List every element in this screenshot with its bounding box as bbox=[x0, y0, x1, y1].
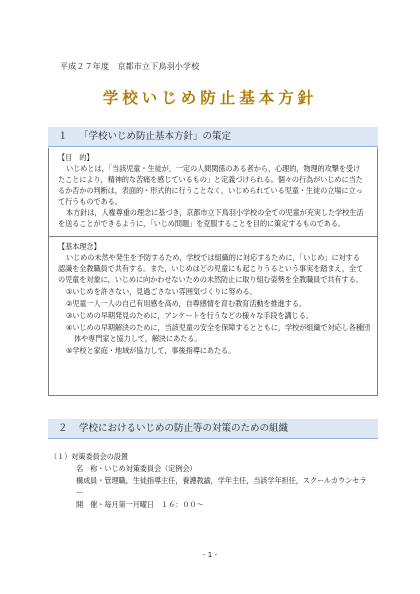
page-number: - 1 - bbox=[203, 551, 217, 559]
section-2-heading bbox=[48, 419, 378, 439]
school-header: 平成２７年度 京都市立下鳥羽小学校 bbox=[60, 62, 200, 71]
section-1-heading bbox=[48, 127, 378, 147]
principles-item: ⑤学校と家庭・地域が協力して，事後指導にあたる。 bbox=[66, 346, 236, 355]
purpose-label: 【目 的】 bbox=[58, 153, 94, 162]
committee-meeting: 開 催・毎月第一月曜日 １６：００～ bbox=[76, 500, 204, 509]
purpose-line: いじめとは，「当該児童・生徒が，一定の人間関係のある者から，心理的，物理的攻撃を受け bbox=[66, 164, 361, 173]
committee-name: 名 称・いじめ対策委員会（定例会） bbox=[76, 464, 197, 473]
principles-line: いじめの未然や発生を予防するため，学校では組織的に対応するために，「いじめ」に対する bbox=[66, 253, 360, 262]
section-1-title: 「学校いじめ防止基本方針」の策定 bbox=[79, 131, 232, 142]
purpose-line: るか否かの判断は，表面的・形式的に行うことなく，いじめられている児童・生徒の立場に立っ bbox=[58, 186, 363, 195]
committee-members: 構成員・管理職，生徒指導主任，養護教諭，学年主任，当該学年担任，スクールカウンセラ bbox=[76, 476, 367, 485]
document-title: 学校いじめ防止基本方針 bbox=[102, 89, 318, 107]
principles-label: 【基本理念】 bbox=[58, 242, 101, 251]
purpose-line: を送ることができるように，「いじめ問題」を克服することを目的に策定するものである。 bbox=[58, 219, 345, 228]
section-2-number: ２ bbox=[58, 423, 68, 434]
subsection-heading: （１）対策委員会の設置 bbox=[50, 452, 128, 461]
purpose-line: 本方針は，人権尊重の理念に基づき，京都市立下鳥羽小学校の全ての児童が充実した学校生活 bbox=[66, 208, 364, 217]
principles-item: ③いじめの早期発見のために，アンケートを行うなどの様々な手段を講じる。 bbox=[66, 311, 313, 320]
box-divider bbox=[48, 236, 378, 237]
principles-item: ②児童一人一人の自己有用感を高め，自尊感情を育む教育活動を推進する。 bbox=[66, 299, 306, 308]
principles-line: の児童を対象に，いじめに向かわせないための未然防止に取り組む姿勢を全教職員で共有する。 bbox=[58, 275, 363, 284]
principles-item: ④いじめの早期解決のために，当該児童の安全を保障するとともに，学校が組織で対応し各種団 bbox=[66, 323, 371, 332]
committee-members-cont: ー bbox=[76, 488, 84, 497]
principles-item: ①いじめを許さない，見過ごさない雰囲気づくりに努める。 bbox=[66, 287, 257, 296]
principles-line: 認識を全教職員で共有する。また，いじめはどの児童にも起こりうるという事実を踏まえ，全て bbox=[58, 264, 364, 273]
purpose-line: たことにより，精神的な苦痛を感じているもの」と定義づけられる。個々の行為がいじめに当た bbox=[58, 175, 363, 184]
purpose-line: て行うものである。 bbox=[58, 197, 122, 206]
section-1-number: １ bbox=[58, 131, 68, 142]
principles-item: 体や専門家と協力して，解決にあたる。 bbox=[74, 334, 202, 343]
section-2-title: 学校におけるいじめの防止等の対策のための組織 bbox=[79, 423, 289, 434]
